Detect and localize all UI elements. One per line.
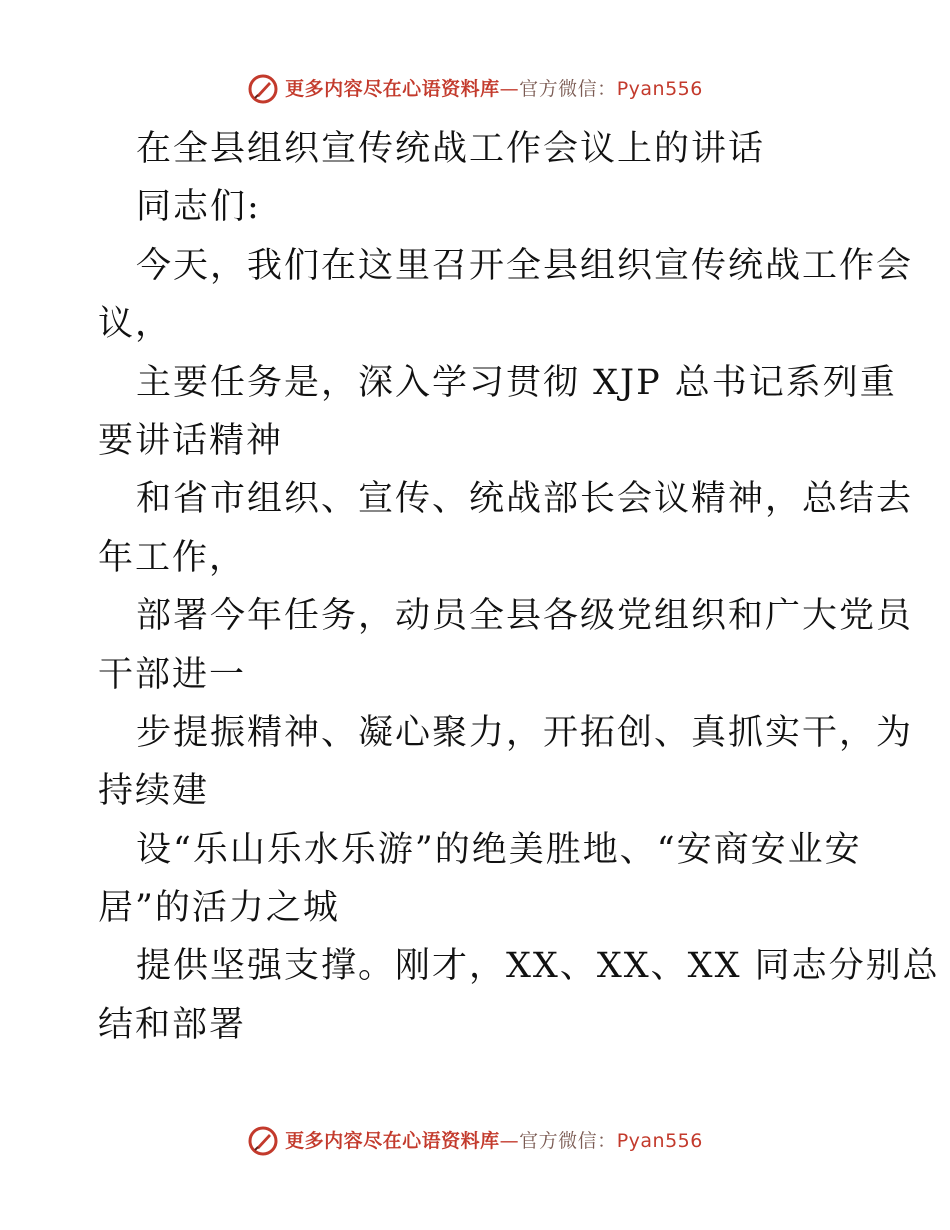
text-line: 要讲话精神 [98,420,284,461]
header-separator: — [499,78,520,100]
text-line: 居”的活力之城 [98,888,340,929]
text-line: 年工作， [98,537,247,578]
footer-separator: — [499,1130,520,1152]
text-line: 持续建 [98,771,210,812]
footer-banner [0,1124,950,1158]
header-wechat-label: 官方微信： [519,78,617,100]
text-line: 部署今年任务，动员全县各级党组织和广大党员 [136,596,914,637]
header-wechat-id: Pyan556 [616,78,703,100]
speech-title: 在全县组织宣传统战工作会议上的讲话 [136,129,766,169]
quill-pen-logo-icon [247,73,279,105]
text-line: 提供坚强支撑。刚才，XX、XX、XX 同志分别总 [136,946,940,987]
text-line: 主要任务是，深入学习贯彻 XJP 总书记系列重 [136,362,897,403]
text-line: 和省市组织、宣传、统战部长会议精神，总结去 [136,479,914,520]
speech-body [98,120,940,1054]
header-banner [0,72,950,106]
quill-pen-logo-icon [247,1125,279,1157]
text-line: 议， [98,304,173,345]
salutation: 同志们: [136,187,261,228]
text-line: 设“乐山乐水乐游”的绝美胜地、“安商安业安 [136,829,862,870]
header-banner-text [285,72,703,106]
text-line: 结和部署 [98,1004,247,1045]
header-brand: 更多内容尽在心语资料库 [285,78,500,100]
text-line: 干部进一 [98,654,247,695]
footer-brand: 更多内容尽在心语资料库 [285,1130,500,1152]
text-line: 今天，我们在这里召开全县组织宣传统战工作会 [136,245,914,286]
text-line: 步提振精神、凝心聚力，开拓创、真抓实干，为 [136,712,914,753]
footer-wechat-id: Pyan556 [616,1130,703,1152]
footer-banner-text [285,1124,703,1158]
footer-wechat-label: 官方微信： [519,1130,617,1152]
